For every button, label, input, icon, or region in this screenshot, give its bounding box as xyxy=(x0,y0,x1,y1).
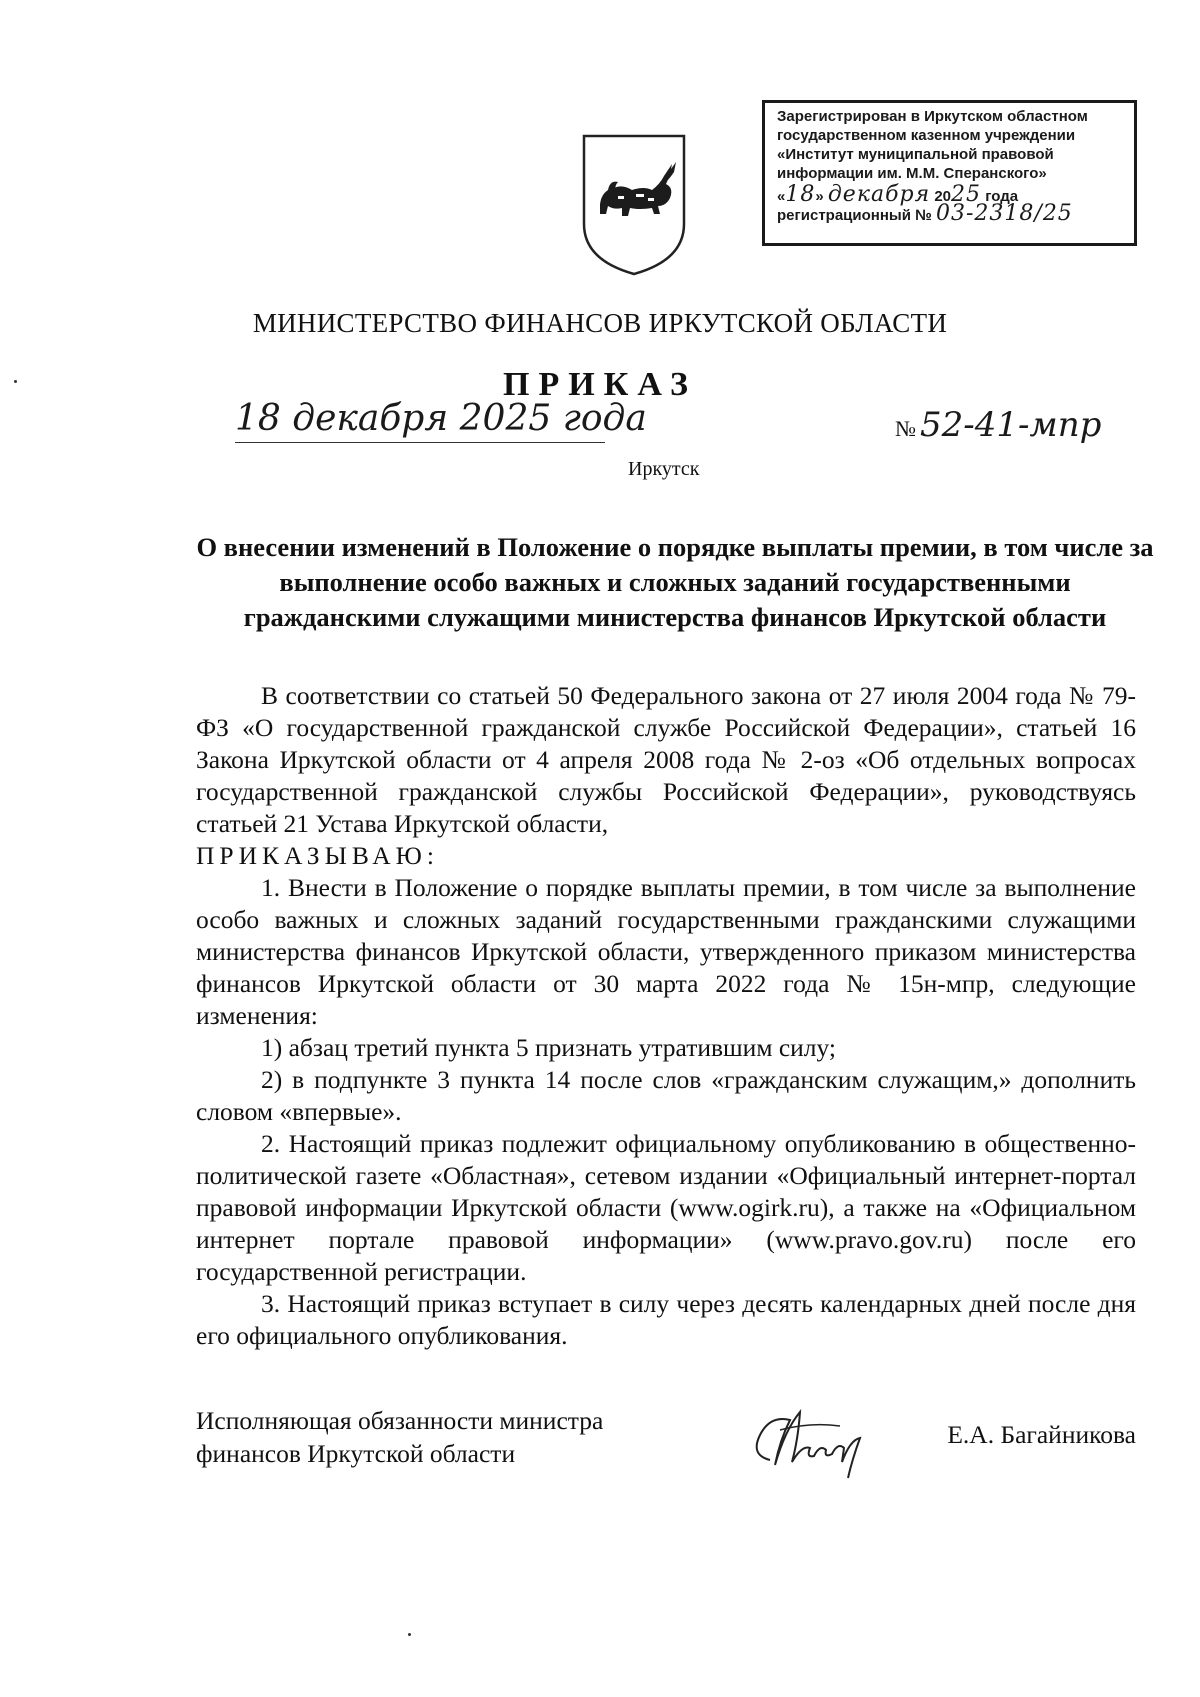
position-line-2: финансов Иркутской области xyxy=(196,1439,516,1468)
city: Иркутск xyxy=(628,458,700,480)
coat-of-arms-icon xyxy=(578,132,690,278)
scan-speck xyxy=(408,1633,411,1636)
position-line-1: Исполняющая обязанности министра xyxy=(196,1406,604,1435)
signer-position xyxy=(196,1404,603,1470)
document-title: О внесении изменений в Положение о порядке выплаты премии, в том числе за выполнение особо важных и сложных заданий государственными гражданскими служащими министерства финансов Иркутской области xyxy=(196,532,1154,632)
item-2: 2. Настоящий приказ подлежит официальному опубликованию в общественно-политической газете «Областная», сетевом издании «Официальный интернет-портал правовой информации Иркутской области (www.ogirk.ru), а также на «Официальном интернет портале правовой информации» (www.pravo.gov.ru) после его государственной регистрации. xyxy=(196,1129,1136,1286)
item-1-1: 1) абзац третий пункта 5 признать утратившим силу; xyxy=(261,1033,837,1062)
handwritten-date: 18 декабря 2025 года xyxy=(235,398,647,439)
signer-name: Е.А. Багайникова xyxy=(947,1420,1136,1449)
handwritten-signature-icon xyxy=(740,1400,890,1480)
stamp-year-suffix: 25 xyxy=(951,182,982,207)
stamp-reg-number: 03-2318/25 xyxy=(935,201,1073,226)
registration-stamp xyxy=(762,100,1137,246)
stamp-reg-label: регистрационный № xyxy=(777,207,932,224)
number-label: № xyxy=(895,416,916,441)
item-1-2: 2) в подпункте 3 пункта 14 после слов «гражданским служащим,» дополнить словом «впервые». xyxy=(196,1065,1136,1126)
item-1: 1. Внести в Положение о порядке выплаты премии, в том числе за выполнение особо важных и сложных заданий государственными гражданскими служащими министерства финансов Иркутской области, утвержденного приказом министерства финансов Иркутской области от 30 марта 2022 года № 15н-мпр, следующие изменения: xyxy=(196,873,1136,1030)
scan-speck xyxy=(14,380,17,383)
document-type: ПРИКАЗ xyxy=(503,366,697,403)
stamp-line: информации им. М.М. Сперанского» xyxy=(777,165,1047,182)
stamp-year-prefix: 20 xyxy=(934,188,952,205)
item-3: 3. Настоящий приказ вступает в силу через десять календарных дней после дня его официального опубликования. xyxy=(196,1289,1136,1350)
stamp-year-word: года xyxy=(985,188,1019,205)
stamp-month: декабря xyxy=(827,182,931,207)
handwritten-number: 52-41-мпр xyxy=(920,405,1102,445)
stamp-day: 18 xyxy=(785,182,816,207)
stamp-line: Зарегистрирован в Иркутском областном xyxy=(777,108,1088,125)
stamp-line: «Институт муниципальной правовой xyxy=(777,146,1054,163)
date-underline xyxy=(235,442,605,443)
order-word: ПРИКАЗЫВАЮ: xyxy=(196,841,439,870)
ministry-name: МИНИСТЕРСТВО ФИНАНСОВ ИРКУТСКОЙ ОБЛАСТИ xyxy=(252,308,948,338)
stamp-reg-line xyxy=(777,201,1128,226)
document-number xyxy=(895,405,1101,445)
document-body xyxy=(196,680,1136,1352)
stamp-line: государственном казенном учреждении xyxy=(777,127,1076,144)
stamp-date-line: «18» декабря 2025 года xyxy=(777,182,1019,207)
preamble: В соответствии со статьей 50 Федерального закона от 27 июля 2004 года № 79-ФЗ «О государственной гражданской службе Российской Федерации», статьей 16 Закона Иркутской области от 4 апреля 2008 года № 2-оз «Об отдельных вопросах государственной гражданской службы Российской Федерации», руководствуясь статьей 21 Устава Иркутской области, xyxy=(196,681,1136,838)
